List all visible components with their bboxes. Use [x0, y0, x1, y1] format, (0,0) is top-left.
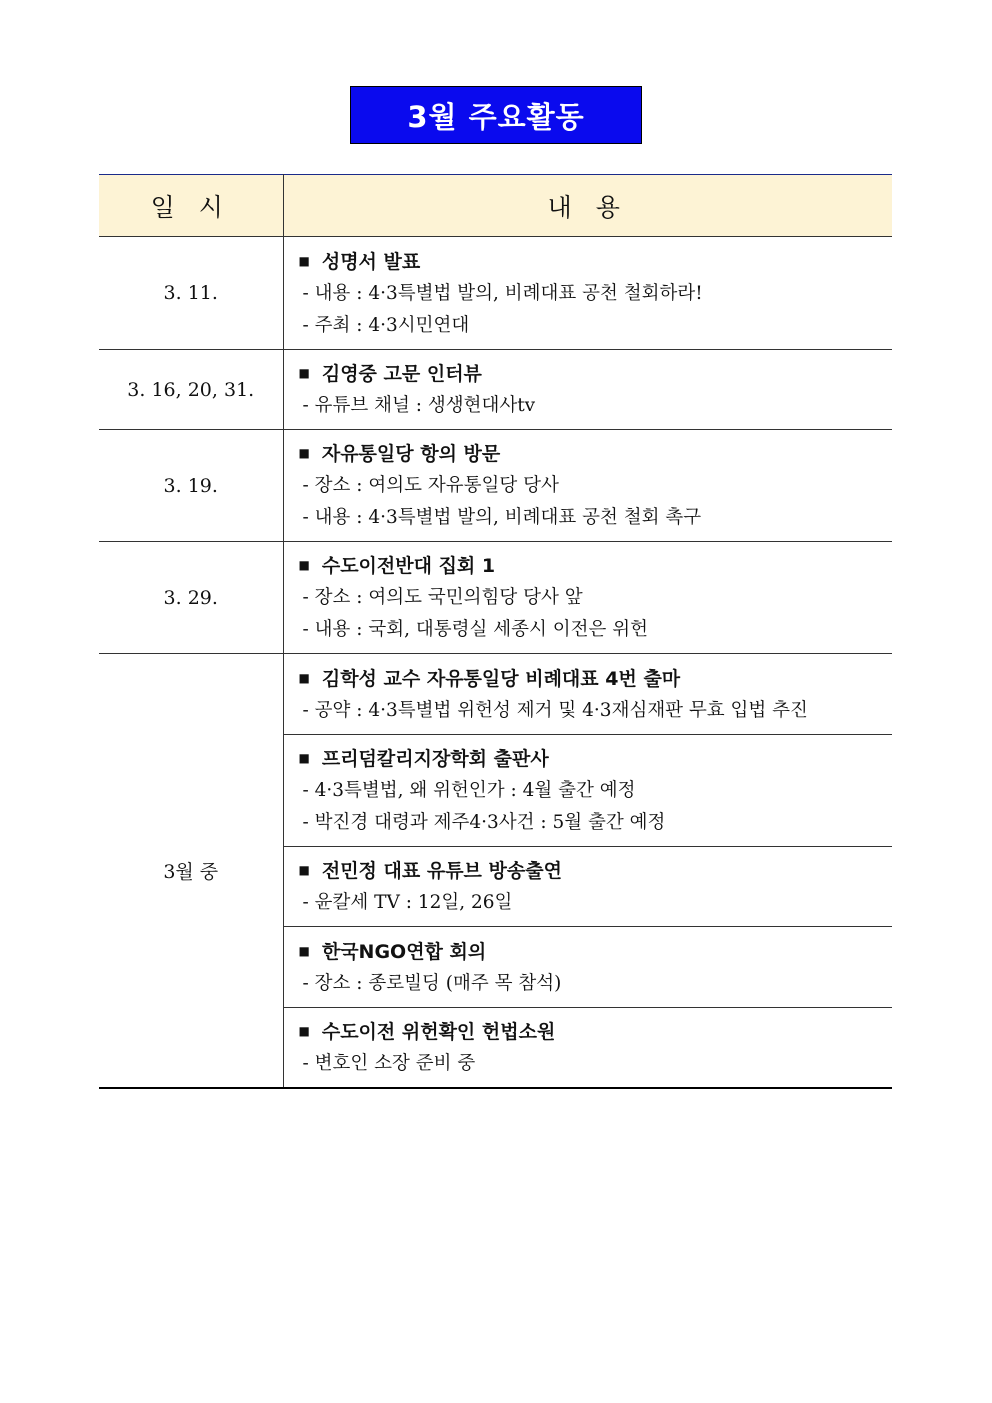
activity-title: 한국NGO연합 회의 [321, 940, 487, 963]
activity-title: 프리덤칼리지장학회 출판사 [321, 748, 549, 770]
bullet-square-icon: ■ [298, 1024, 310, 1038]
row-content [283, 927, 892, 1008]
row-content [283, 430, 892, 542]
column-header-content: 내 용 [283, 175, 892, 237]
bullet-square-icon: ■ [298, 366, 310, 380]
table-row [99, 542, 892, 654]
bullet-square-icon: ■ [298, 446, 310, 460]
row-date: 3. 19. [99, 430, 283, 542]
table-row [99, 237, 892, 350]
activity-heading [299, 1015, 892, 1048]
activity-heading [299, 854, 892, 887]
activity-title: 김학성 교수 자유통일당 비례대표 4번 출마 [321, 667, 681, 690]
activity-detail: - 4·3특별법, 왜 위헌인가 : 4월 출간 예정 [302, 780, 636, 801]
activity-heading [299, 549, 892, 582]
activity-heading [299, 437, 892, 470]
activity-detail: - 윤칼세 TV : 12일, 26일 [302, 892, 513, 913]
row-content [283, 735, 892, 847]
bullet-square-icon: ■ [298, 253, 310, 268]
activity-detail: - 내용 : 4·3특별법 발의, 비례대표 공천 철회하라! [302, 282, 703, 304]
row-content [283, 350, 892, 430]
bullet-square-icon: ■ [298, 751, 310, 765]
activity-heading [299, 357, 892, 390]
activity-title: 자유통일당 항의 방문 [321, 443, 501, 465]
row-content [283, 237, 892, 350]
schedule-table [99, 174, 892, 1089]
row-date: 3. 11. [99, 237, 283, 350]
table-row [99, 430, 892, 542]
row-date: 3. 29. [99, 542, 283, 654]
activity-detail: - 유튜브 채널 : 생생현대사tv [302, 395, 536, 416]
activity-detail: - 내용 : 국회, 대통령실 세종시 이전은 위헌 [302, 619, 648, 640]
activity-heading [299, 935, 892, 968]
activity-title: 수도이전반대 집회 1 [321, 555, 496, 577]
table-row [99, 654, 892, 735]
table-header-row [99, 175, 892, 237]
page-title-box [350, 86, 642, 144]
activity-heading [299, 742, 892, 775]
activity-detail: - 장소 : 여의도 자유통일당 당사 [302, 475, 559, 496]
bullet-square-icon: ■ [298, 863, 310, 877]
activity-detail: - 장소 : 종로빌딩 (매주 목 참석) [302, 972, 562, 994]
activity-detail: - 내용 : 4·3특별법 발의, 비례대표 공천 철회 촉구 [302, 507, 702, 528]
row-content [283, 542, 892, 654]
activity-title: 전민정 대표 유튜브 방송출연 [321, 860, 562, 882]
page-title: 3월 주요활동 [407, 99, 585, 134]
row-content [283, 654, 892, 735]
activity-title: 수도이전 위헌확인 헌법소원 [321, 1021, 556, 1043]
bullet-square-icon: ■ [298, 943, 310, 958]
row-content [283, 1008, 892, 1089]
table-row [99, 350, 892, 430]
activity-detail: - 장소 : 여의도 국민의힘당 당사 앞 [302, 587, 583, 608]
row-date: 3. 16, 20, 31. [99, 350, 283, 430]
activity-heading [299, 662, 892, 695]
activity-detail: - 주최 : 4·3시민연대 [302, 314, 470, 336]
bullet-square-icon: ■ [298, 558, 310, 572]
group-date: 3월 중 [99, 654, 283, 1089]
activity-detail: - 공약 : 4·3특별법 위헌성 제거 및 4·3재심재판 무효 입법 추진 [302, 699, 808, 721]
column-header-date: 일 시 [99, 175, 283, 237]
activity-title: 성명서 발표 [321, 250, 421, 273]
row-content [283, 847, 892, 927]
bullet-square-icon: ■ [298, 670, 310, 685]
activity-detail: - 변호인 소장 준비 중 [302, 1053, 476, 1074]
activity-title: 김영중 고문 인터뷰 [321, 363, 482, 385]
activity-heading [299, 245, 892, 278]
activity-detail: - 박진경 대령과 제주4·3사건 : 5월 출간 예정 [302, 812, 666, 833]
